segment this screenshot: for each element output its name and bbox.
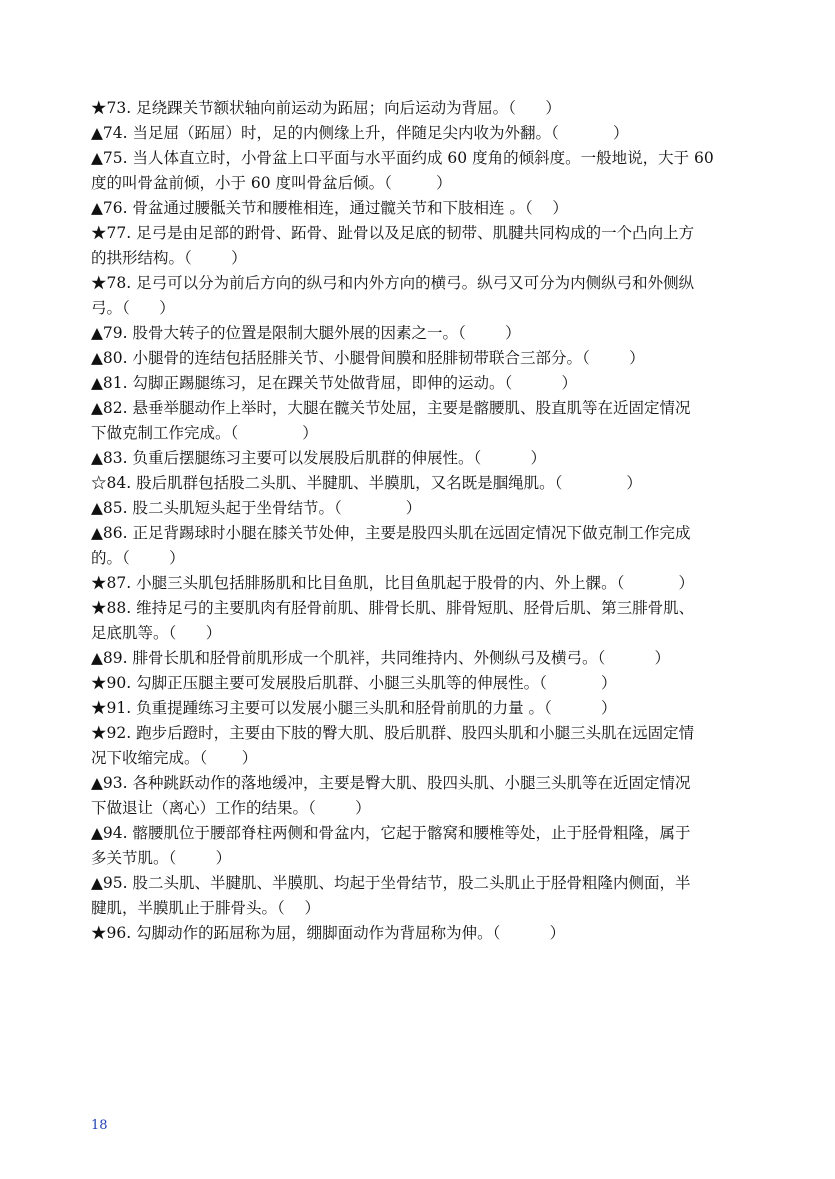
text-line: ▲85. 股二头肌短头起于坐骨结节。（ ） [91,499,422,517]
text-line: 况下收缩完成。（ ） [91,749,258,767]
text-line: 下做克制工作完成。（ ） [91,424,318,442]
text-line: ▲93. 各种跳跃动作的落地缓冲，主要是臀大肌、股四头肌、小腿三头肌等在近固定情况 [91,774,691,792]
page-number: 18 [91,1118,108,1133]
text-line: 足底肌等。（ ） [91,624,222,642]
text-line: 下做退让（离心）工作的结果。（ ） [91,799,371,817]
text-line: ★96. 勾脚动作的跖屈称为屈，绷脚面动作为背屈称为伸。（ ） [91,924,566,942]
text-line: ▲82. 悬垂举腿动作上举时，大腿在髋关节处屈，主要是髂腰肌、股直肌等在近固定情况 [91,399,691,417]
question-list [91,96,749,946]
text-line: ★78. 足弓可以分为前后方向的纵弓和内外方向的横弓。纵弓又可分为内侧纵弓和外侧纵 [91,274,695,292]
text-line: ★77. 足弓是由足部的跗骨、跖骨、趾骨以及足底的韧带、肌腱共同构成的一个凸向上方 [91,224,695,242]
text-line: ★90. 勾脚正压腿主要可发展股后肌群、小腿三头肌等的伸展性。（ ） [91,674,617,692]
text-line: ▲89. 腓骨长肌和胫骨前肌形成一个肌袢，共同维持内、外侧纵弓及横弓。（ ） [91,649,671,667]
text-line: ▲95. 股二头肌、半腱肌、半膜肌、均起于坐骨结节，股二头肌止于胫骨粗隆内侧面，半 [91,874,691,892]
text-line: 弓。（ ） [91,299,175,317]
text-line: ▲76. 骨盆通过腰骶关节和腰椎相连，通过髋关节和下肢相连 。（ ） [91,199,568,217]
text-line: ★92. 跑步后蹬时，主要由下肢的臀大肌、股后肌群、股四头肌和小腿三头肌在远固定情 [91,724,695,742]
text-line: ▲81. 勾脚正踢腿练习，足在踝关节处做背屈，即伸的运动。（ ） [91,374,578,392]
text-line: ☆84. 股后肌群包括股二头肌、半腱肌、半膜肌，又名既是腘绳肌。（ ） [91,474,642,492]
text-line: 度的叫骨盆前倾，小于 60 度叫骨盆后倾。（ ） [91,174,452,192]
text-line: ▲74. 当足屈（跖屈）时，足的内侧缘上升，伴随足尖内收为外翻。（ ） [91,124,629,142]
text-line: ▲80. 小腿骨的连结包括胫腓关节、小腿骨间膜和胫腓韧带联合三部分。（ ） [91,349,645,367]
text-line: 腱肌，半膜肌止于腓骨头。（ ） [91,899,320,917]
text-line: ▲83. 负重后摆腿练习主要可以发展股后肌群的伸展性。（ ） [91,449,547,467]
text-line: ★91. 负重提踵练习主要可以发展小腿三头肌和胫骨前肌的力量 。（ ） [91,699,617,717]
text-line: 多关节肌。（ ） [91,849,232,867]
text-line: ▲94. 髂腰肌位于腰部脊柱两侧和骨盆内，它起于髂窝和腰椎等处，止于胫骨粗隆，属于 [91,824,691,842]
text-line: ▲79. 股骨大转子的位置是限制大腿外展的因素之一。（ ） [91,324,521,342]
text-line: 的。（ ） [91,549,185,567]
text-line: ★88. 维持足弓的主要肌肉有胫骨前肌、腓骨长肌、腓骨短肌、胫骨后肌、第三腓骨肌、 [91,599,695,617]
text-line: ▲86. 正足背踢球时小腿在膝关节处伸，主要是股四头肌在远固定情况下做克制工作完成 [91,524,691,542]
text-line: 的拱形结构。（ ） [91,249,247,267]
text-line: ★73. 足绕踝关节额状轴向前运动为跖屈；向后运动为背屈。（ ） [91,99,561,117]
text-line: ▲75. 当人体直立时，小骨盆上口平面与水平面约成 60 度角的倾斜度。一般地说，大于 60 [91,149,714,167]
text-line: ★87. 小腿三头肌包括腓肠肌和比目鱼肌，比目鱼肌起于股骨的内、外上髁。（ ） [91,574,695,592]
